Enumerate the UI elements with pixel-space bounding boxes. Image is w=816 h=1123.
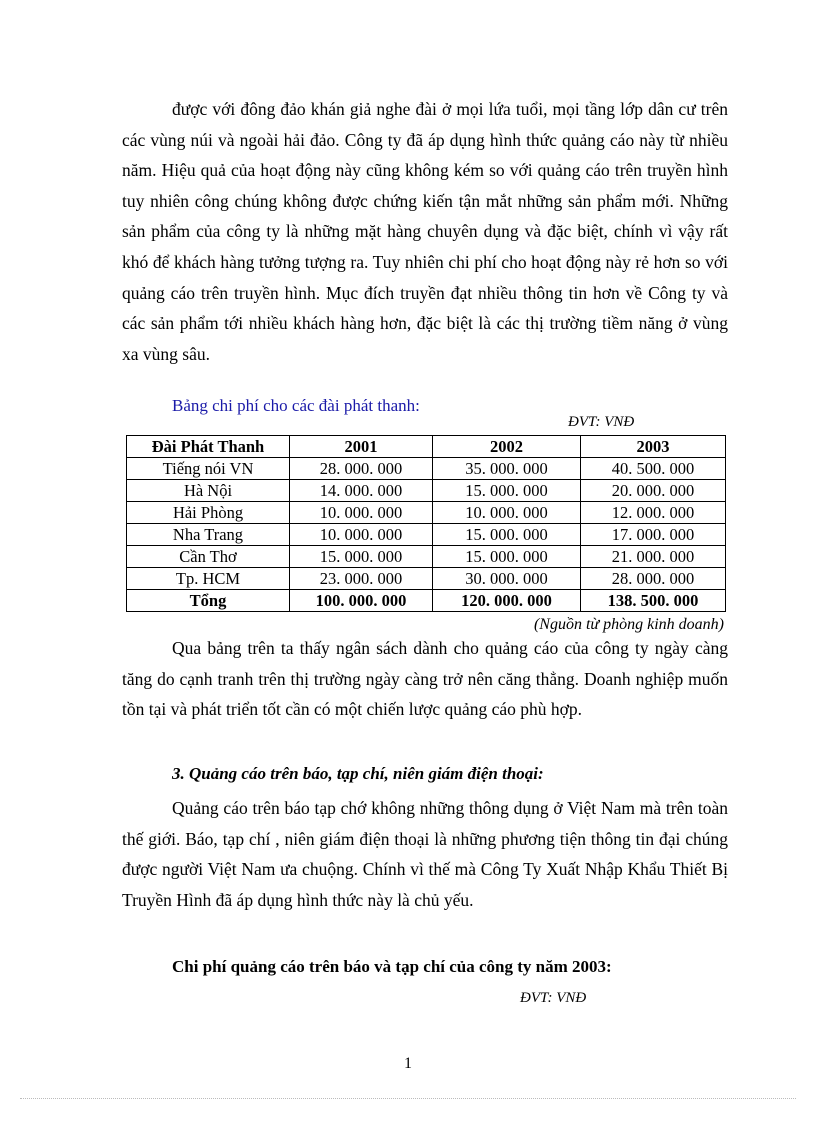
cell-value: 28. 000. 000 (581, 568, 726, 590)
cell-total-value: 100. 000. 000 (290, 590, 433, 612)
cell-station: Tiếng nói VN (127, 458, 290, 480)
table-unit-radio: ĐVT: VNĐ (568, 414, 635, 430)
cell-value: 14. 000. 000 (290, 480, 433, 502)
cell-value: 23. 000. 000 (290, 568, 433, 590)
cell-total-value: 120. 000. 000 (433, 590, 581, 612)
table-header-row (127, 436, 726, 458)
radio-cost-table (126, 435, 726, 612)
cell-value: 40. 500. 000 (581, 458, 726, 480)
header-2001: 2001 (290, 436, 433, 458)
section-3-heading: 3. Quảng cáo trên báo, tạp chí, niên giám điện thoại: (172, 764, 544, 783)
page-number: 1 (404, 1055, 412, 1072)
cell-value: 15. 000. 000 (433, 524, 581, 546)
table-row (127, 568, 726, 590)
paragraph-print-ads: Quảng cáo trên báo tạp chớ không những thông dụng ở Việt Nam mà trên toàn thế giới. Báo, tạp chí , niên giám điện thoại là những phương tiện thông tin đại chúng được người Việt Nam ưa chuộng. Chính vì thế mà Công Ty Xuất Nhập Khẩu Thiết Bị Truyền Hình đã áp dụng hình thức này là chủ yếu. (122, 798, 728, 910)
page-bottom-rule (20, 1098, 796, 1099)
cell-value: 15. 000. 000 (433, 480, 581, 502)
table-caption-print: Chi phí quảng cáo trên báo và tạp chí của công ty năm 2003: (172, 957, 612, 976)
table-source-note: (Nguồn từ phòng kinh doanh) (533, 616, 724, 633)
cell-value: 10. 000. 000 (433, 502, 581, 524)
table-total-row (127, 590, 726, 612)
cell-station: Tp. HCM (127, 568, 290, 590)
header-2002: 2002 (433, 436, 581, 458)
cell-total-value: 138. 500. 000 (581, 590, 726, 612)
cell-value: 17. 000. 000 (581, 524, 726, 546)
cell-station: Hải Phòng (127, 502, 290, 524)
cell-station: Cần Thơ (127, 546, 290, 568)
table-row (127, 458, 726, 480)
paragraph-table-analysis: Qua bảng trên ta thấy ngân sách dành cho quảng cáo của công ty ngày càng tăng do cạnh tranh trên thị trường ngày càng trở nên căng thẳng. Doanh nghiệp muốn tồn tại và phát triển tốt cần có một chiến lược quảng cáo phù hợp. (122, 638, 728, 720)
table-caption-radio: Bảng chi phí cho các đài phát thanh: (172, 396, 420, 415)
cell-value: 12. 000. 000 (581, 502, 726, 524)
table-row (127, 524, 726, 546)
cell-value: 15. 000. 000 (433, 546, 581, 568)
cell-value: 35. 000. 000 (433, 458, 581, 480)
cell-station: Hà Nội (127, 480, 290, 502)
cell-total-label: Tổng (127, 590, 290, 612)
cell-value: 15. 000. 000 (290, 546, 433, 568)
cell-station: Nha Trang (127, 524, 290, 546)
cell-value: 10. 000. 000 (290, 502, 433, 524)
table-row (127, 480, 726, 502)
table-unit-print: ĐVT: VNĐ (520, 990, 587, 1006)
header-2003: 2003 (581, 436, 726, 458)
cell-value: 28. 000. 000 (290, 458, 433, 480)
paragraph-radio-ads: được với đông đảo khán giả nghe đài ở mọi lứa tuổi, mọi tầng lớp dân cư trên các vùng núi và ngoài hải đảo. Công ty đã áp dụng hình thức quảng cáo này từ nhiều năm. Hiệu quả của hoạt động này cũng không kém so với quảng cáo trên truyền hình tuy nhiên công chúng không được chứng kiến tận mắt những sản phẩm mới. Những sản phẩm của công ty là những mặt hàng chuyên dụng và đặc biệt, chính vì vậy rất khó để khách hàng tưởng tượng ra. Tuy nhiên chi phí cho hoạt động này rẻ hơn so với quảng cáo trên truyền hình. Mục đích truyền đạt nhiều thông tin hơn về Công ty và các sản phẩm tới nhiều khách hàng hơn, đặc biệt là các thị trường tiềm năng ở vùng xa vùng sâu. (122, 99, 728, 364)
cell-value: 10. 000. 000 (290, 524, 433, 546)
table-row (127, 546, 726, 568)
cell-value: 21. 000. 000 (581, 546, 726, 568)
header-station: Đài Phát Thanh (127, 436, 290, 458)
table-row (127, 502, 726, 524)
cell-value: 30. 000. 000 (433, 568, 581, 590)
cell-value: 20. 000. 000 (581, 480, 726, 502)
